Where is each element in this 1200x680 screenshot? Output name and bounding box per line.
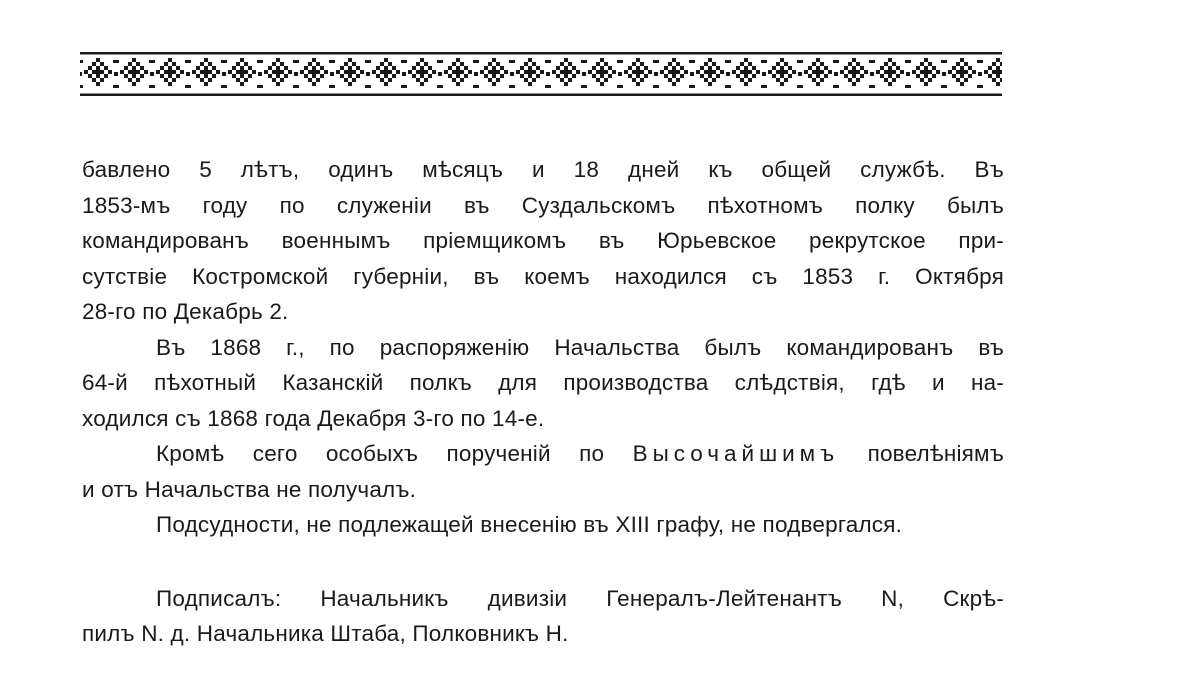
text-line: Въ 1868 г., по распоряженію Начальства былъ командированъ въ	[156, 334, 1004, 360]
text-line: ходился съ 1868 года Декабря 3-го по 14-е.	[82, 405, 545, 431]
text-line: и отъ Начальства не получалъ.	[82, 476, 417, 502]
text-line: 64-й пѣхотный Казанскій полкъ для производства слѣдствія, гдѣ и на-	[82, 370, 1004, 395]
text-segment: повелѣніямъ	[839, 441, 1004, 466]
text-segment: Кромѣ сего особыхъ порученій по	[156, 441, 633, 466]
signature-line: Подписалъ: Начальникъ дивизіи Генералъ-Лейтенантъ N, Скрѣ-	[156, 585, 1004, 611]
folk-pattern-border-icon	[80, 50, 1002, 98]
emphasized-word: Высочайшимъ	[632, 441, 840, 466]
text-line: 28-го по Декабрь 2.	[82, 299, 289, 324]
text-line: Подсудности, не подлежащей внесенію въ XIII графу, не подвергался.	[156, 512, 903, 537]
signature-line: пилъ N. д. Начальника Штаба, Полковникъ Н.	[82, 621, 569, 646]
text-line: командированъ военнымъ пріемщикомъ въ Юрьевское рекрутское при-	[82, 228, 1004, 253]
text-line: бавлено 5 лѣтъ, одинъ мѣсяцъ и 18 дней къ общей службѣ. Въ	[82, 157, 1004, 182]
text-line	[82, 436, 1004, 472]
text-line: сутствіе Костромской губерніи, въ коемъ находился съ 1853 г. Октября	[82, 263, 1004, 289]
document-body	[82, 152, 1004, 652]
text-line: 1853-мъ году по служеніи въ Суздальскомъ пѣхотномъ полку былъ	[82, 192, 1004, 218]
